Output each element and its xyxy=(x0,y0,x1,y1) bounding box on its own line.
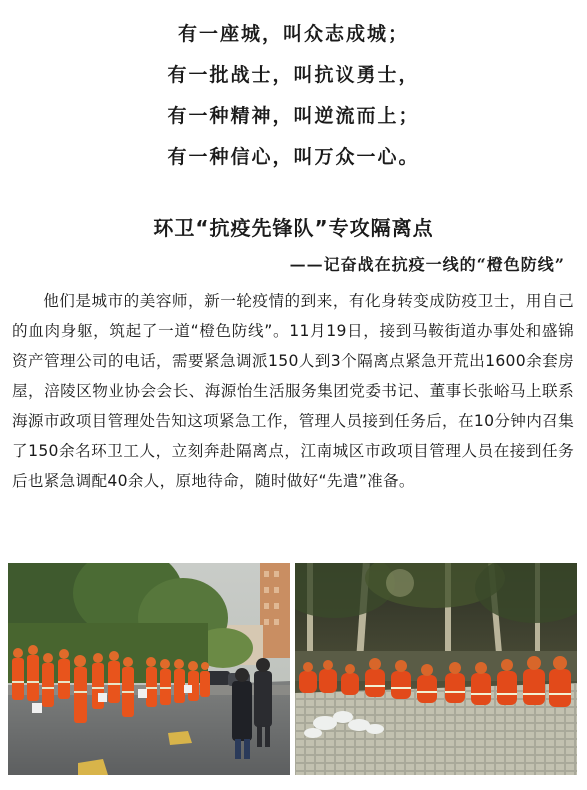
poem-line-3: 有一种精神，叫逆流而上； xyxy=(167,105,420,127)
poem-line-4: 有一种信心，叫万众一心。 xyxy=(167,146,420,168)
poem-line-2: 有一批战士，叫抗议勇士， xyxy=(167,64,420,86)
photo-workers-assembly-image xyxy=(8,563,290,775)
article-subtitle: ——记奋战在抗疫一线的“橙色防线” xyxy=(289,255,565,274)
article-paragraph: 他们是城市的美容师，新一轮疫情的到来，有化身转变成防疫卫士，用自己的血肉身躯，筑起了一道“橙色防线”。11月19日，接到马鞍街道办事处和盛锦资产管理公司的电话，需要紧急调派150人到3个隔离点紧急开荒出1600余套房屋，涪陵区物业协会会长、海源怡生活服务集团党委书记、董事长张峪马上联系海源市政项目管理处告知这项紧急工作，管理人员接到任务后，在10分钟内召集了150余名环卫工人，立刻奔赴隔离点，江南城区市政项目管理人员在接到任务后也紧急调配40余人，原地待命，随时做好“先遣”准备。 xyxy=(12,292,574,490)
poem xyxy=(0,14,587,178)
photo-workers-assembly xyxy=(8,563,290,775)
photo-workers-night-rest-image xyxy=(295,563,577,775)
poem-line-1: 有一座城，叫众志成城； xyxy=(177,23,409,45)
article-title: 环卫“抗疫先锋队”专攻隔离点 xyxy=(153,216,434,240)
photo-workers-night-rest xyxy=(295,563,577,775)
